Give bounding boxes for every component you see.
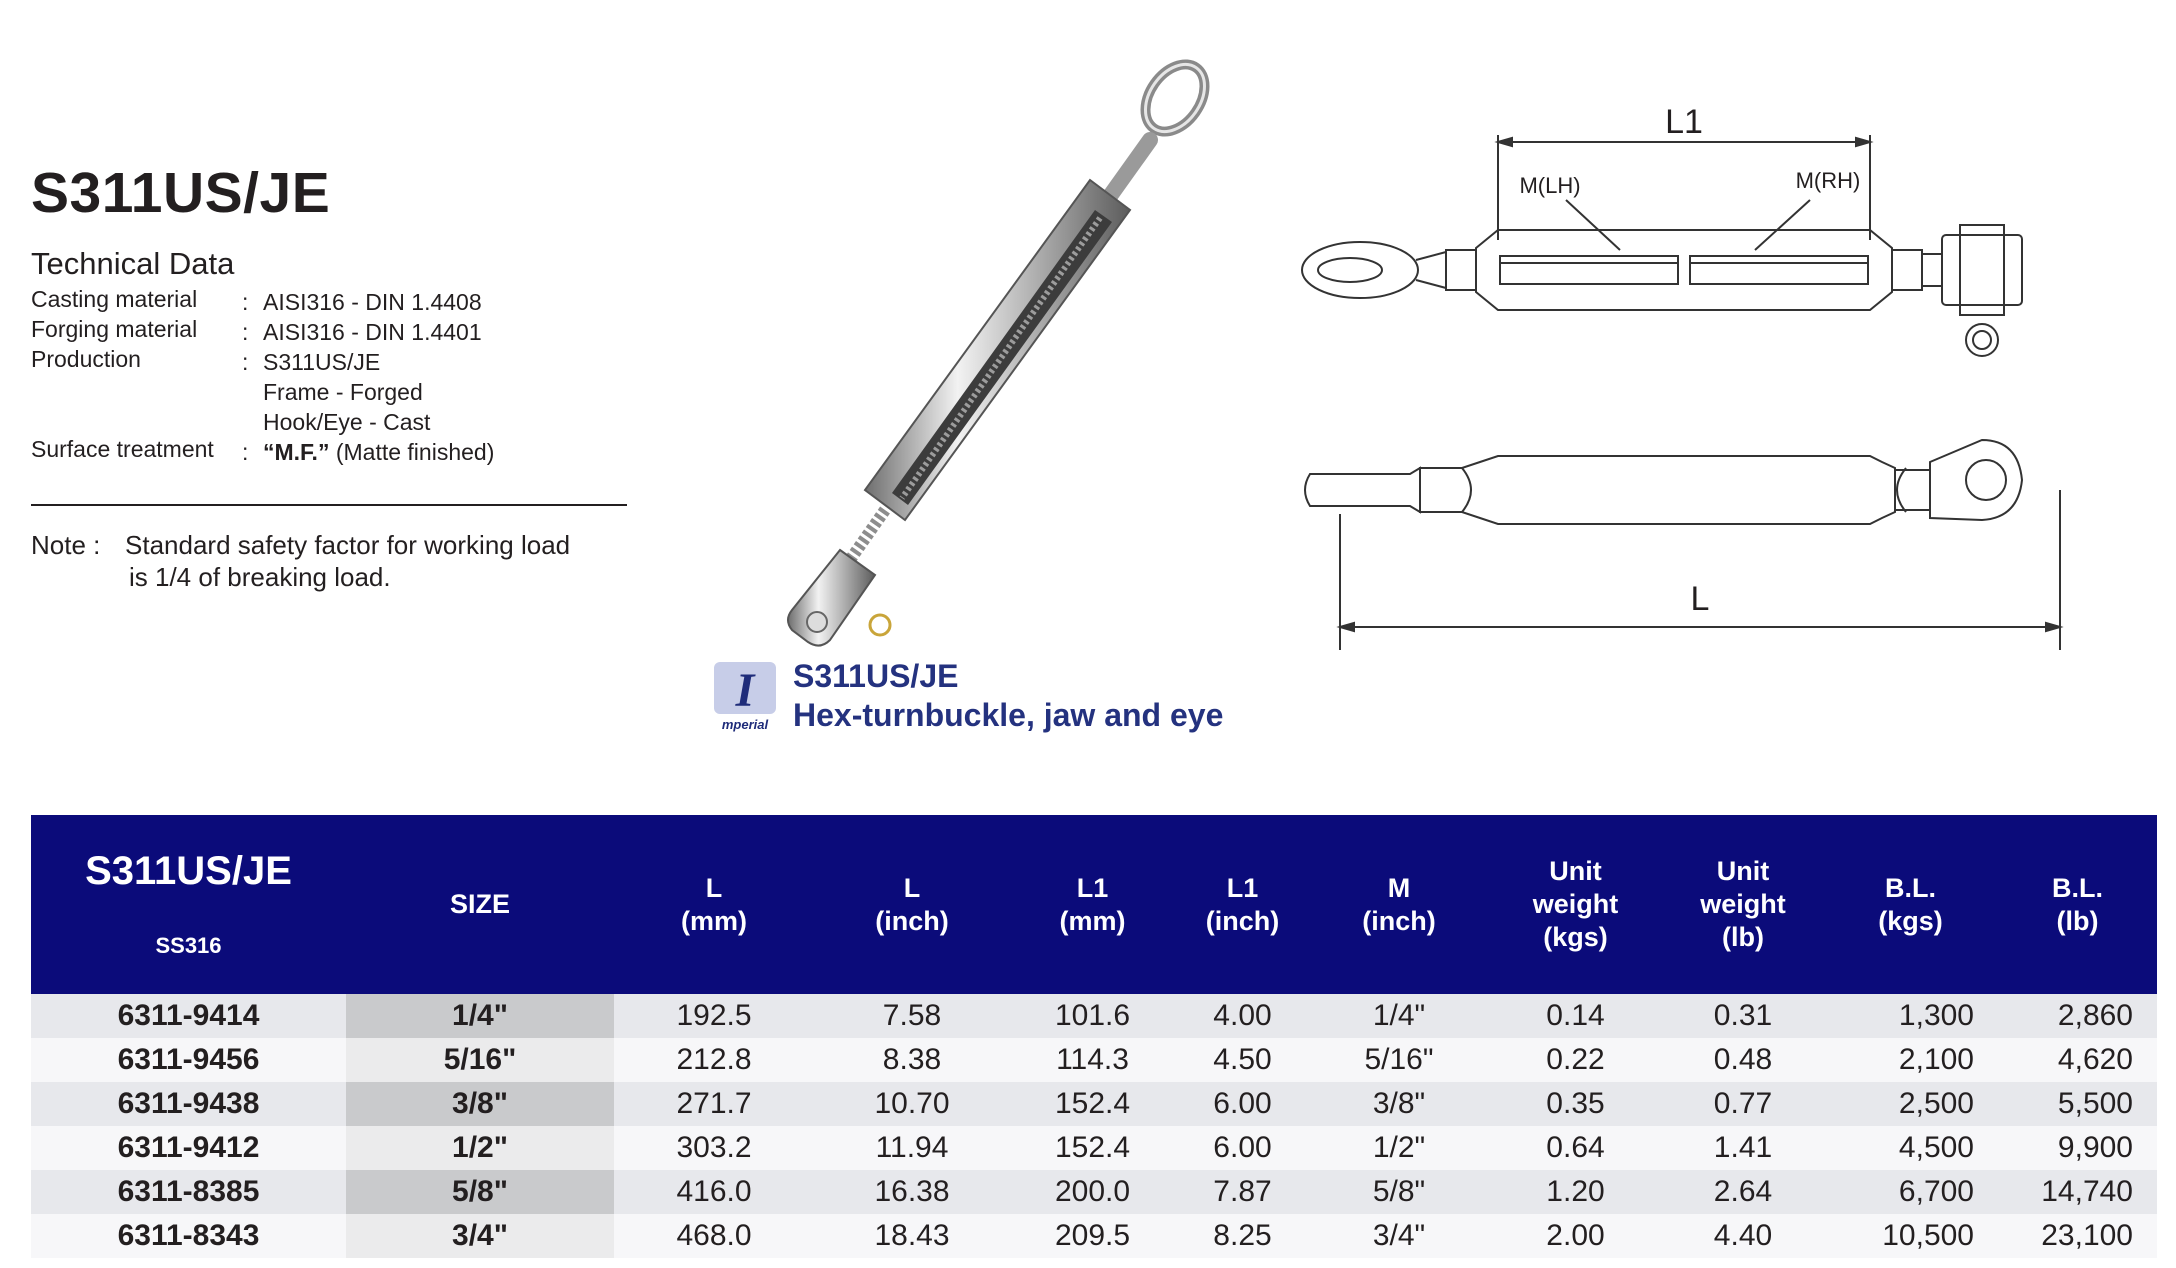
drawing-label-l: L: [1690, 580, 1710, 618]
cell-size: 5/16": [346, 1038, 614, 1082]
cell-m-inch: 5/8": [1310, 1170, 1488, 1214]
cell-l1-mm: 152.4: [1010, 1082, 1175, 1126]
header-l-inch: L (inch): [814, 815, 1010, 994]
spec-colon: :: [242, 319, 249, 345]
spec-label-forging: Forging material: [31, 316, 198, 342]
spec-value-production: S311US/JE: [263, 349, 381, 375]
cell-bl-lb: 5,500: [1998, 1082, 2157, 1126]
cell-bl-kgs: 10,500: [1823, 1214, 1998, 1258]
drawing-label-mrh: M(RH): [1795, 168, 1861, 193]
cell-l1-mm: 209.5: [1010, 1214, 1175, 1258]
top-view-jaw-shape: [1942, 235, 2022, 305]
table-row: [31, 994, 2157, 1038]
spec-value-casting: AISI316 - DIN 1.4408: [263, 289, 482, 315]
cell-l-inch: 8.38: [814, 1038, 1010, 1082]
cell-bl-lb: 4,620: [1998, 1038, 2157, 1082]
cell-l1-mm: 114.3: [1010, 1038, 1175, 1082]
product-title: S311US/JE: [31, 161, 331, 225]
cell-l1-mm: 152.4: [1010, 1126, 1175, 1170]
spec-label-casting: Casting material: [31, 286, 198, 312]
drawing-label-l1: L1: [1665, 103, 1703, 141]
top-view-eye-shape: [1302, 242, 1418, 298]
cell-l-inch: 7.58: [814, 994, 1010, 1038]
cell-bl-lb: 14,740: [1998, 1170, 2157, 1214]
header-material: SS316: [155, 933, 222, 958]
cell-l-mm: 416.0: [614, 1170, 814, 1214]
cell-weight-kgs: 0.22: [1488, 1038, 1663, 1082]
spec-value-surface-code: “M.F.”: [263, 439, 330, 465]
cell-weight-lb: 0.77: [1663, 1082, 1823, 1126]
cell-m-inch: 1/2": [1310, 1126, 1488, 1170]
cell-l-mm: 468.0: [614, 1214, 814, 1258]
header-m-inch: M (inch): [1310, 815, 1488, 994]
cell-bl-lb: 9,900: [1998, 1126, 2157, 1170]
cell-l-inch: 10.70: [814, 1082, 1010, 1126]
cell-l1-mm: 101.6: [1010, 994, 1175, 1038]
cell-weight-kgs: 0.35: [1488, 1082, 1663, 1126]
header-product-code: S311US/JE: [85, 849, 292, 893]
technical-data-heading: Technical Data: [31, 246, 235, 281]
header-bl-kgs: B.L. (kgs): [1823, 815, 1998, 994]
header-unit-weight-kgs: Unit weight (kgs): [1488, 815, 1663, 994]
cell-l1-mm: 200.0: [1010, 1170, 1175, 1214]
spec-colon: :: [242, 289, 249, 315]
header-product: [31, 815, 346, 994]
logo-letter: I: [735, 664, 755, 717]
header-size: SIZE: [346, 815, 614, 994]
drawing-label-mlh: M(LH): [1519, 173, 1581, 198]
side-view-body-shape: [1420, 456, 1895, 524]
cell-m-inch: 3/8": [1310, 1082, 1488, 1126]
cell-weight-kgs: 1.20: [1488, 1170, 1663, 1214]
cell-weight-kgs: 0.14: [1488, 994, 1663, 1038]
turnbuckle-photo: [680, 50, 1240, 650]
cell-m-inch: 5/16": [1310, 1038, 1488, 1082]
spec-value-frame: Frame - Forged: [263, 379, 423, 405]
header-bl-lb: B.L. (lb): [1998, 815, 2157, 994]
cell-l-mm: 303.2: [614, 1126, 814, 1170]
cell-l1-inch: 4.00: [1175, 994, 1310, 1038]
cell-weight-lb: 4.40: [1663, 1214, 1823, 1258]
cell-l1-inch: 6.00: [1175, 1082, 1310, 1126]
spec-value-hook-eye: Hook/Eye - Cast: [263, 409, 431, 435]
cell-l-mm: 271.7: [614, 1082, 814, 1126]
cell-weight-lb: 0.48: [1663, 1038, 1823, 1082]
cell-code: 6311-8343: [31, 1214, 346, 1258]
cell-l1-inch: 8.25: [1175, 1214, 1310, 1258]
spec-label-surface: Surface treatment: [31, 436, 214, 462]
spec-value-forging: AISI316 - DIN 1.4401: [263, 319, 482, 345]
cell-code: 6311-9412: [31, 1126, 346, 1170]
cell-code: 6311-9414: [31, 994, 346, 1038]
cell-size: 1/2": [346, 1126, 614, 1170]
cell-size: 5/8": [346, 1170, 614, 1214]
cell-l1-inch: 7.87: [1175, 1170, 1310, 1214]
cell-m-inch: 3/4": [1310, 1214, 1488, 1258]
cell-bl-lb: 2,860: [1998, 994, 2157, 1038]
spec-colon: :: [242, 439, 249, 465]
spec-value-surface: [263, 439, 494, 466]
spec-table: [31, 815, 2157, 1258]
jaw-end-shape: [788, 550, 875, 646]
cell-code: 6311-9456: [31, 1038, 346, 1082]
table-row: [31, 1214, 2157, 1258]
cell-l1-inch: 6.00: [1175, 1126, 1310, 1170]
cell-size: 3/8": [346, 1082, 614, 1126]
spec-label-production: Production: [31, 346, 141, 372]
table-header-row: [31, 815, 2157, 994]
note-label: Note :: [31, 530, 101, 560]
cell-bl-kgs: 4,500: [1823, 1126, 1998, 1170]
table-row: [31, 1038, 2157, 1082]
cell-l-mm: 212.8: [614, 1038, 814, 1082]
spec-value-surface-text: (Matte finished): [329, 439, 495, 465]
cell-code: 6311-9438: [31, 1082, 346, 1126]
cell-l-inch: 16.38: [814, 1170, 1010, 1214]
side-view-jaw-shape: [1930, 440, 2022, 520]
spec-colon: :: [242, 349, 249, 375]
cell-weight-lb: 2.64: [1663, 1170, 1823, 1214]
logo-wordmark: mperial: [721, 717, 769, 732]
top-view-body-shape: [1476, 230, 1892, 310]
cell-bl-kgs: 6,700: [1823, 1170, 1998, 1214]
caption-product-code: S311US/JE: [793, 658, 959, 694]
cell-l-mm: 192.5: [614, 994, 814, 1038]
header-l-mm: L (mm): [614, 815, 814, 994]
note-text-line1: Standard safety factor for working load: [125, 530, 571, 560]
cell-m-inch: 1/4": [1310, 994, 1488, 1038]
cell-l-inch: 18.43: [814, 1214, 1010, 1258]
header-unit-weight-lb: Unit weight (lb): [1663, 815, 1823, 994]
cell-weight-kgs: 2.00: [1488, 1214, 1663, 1258]
caption-product-name: Hex-turnbuckle, jaw and eye: [793, 697, 1224, 733]
cell-weight-lb: 0.31: [1663, 994, 1823, 1038]
cell-l1-inch: 4.50: [1175, 1038, 1310, 1082]
table-row: [31, 1082, 2157, 1126]
technical-drawing: [1270, 90, 2130, 650]
cell-l-inch: 11.94: [814, 1126, 1010, 1170]
header-l1-mm: L1 (mm): [1010, 815, 1175, 994]
cell-code: 6311-8385: [31, 1170, 346, 1214]
table-row: [31, 1170, 2157, 1214]
cell-weight-lb: 1.41: [1663, 1126, 1823, 1170]
note-text-line2: is 1/4 of breaking load.: [129, 562, 391, 592]
table-row: [31, 1126, 2157, 1170]
section-divider: [31, 504, 627, 506]
cell-weight-kgs: 0.64: [1488, 1126, 1663, 1170]
cell-size: 3/4": [346, 1214, 614, 1258]
cell-bl-kgs: 1,300: [1823, 994, 1998, 1038]
cell-bl-kgs: 2,500: [1823, 1082, 1998, 1126]
side-view-eye-shape: [1305, 468, 1420, 512]
imperial-logo: [714, 662, 776, 732]
header-l1-inch: L1 (inch): [1175, 815, 1310, 994]
cell-size: 1/4": [346, 994, 614, 1038]
cell-bl-lb: 23,100: [1998, 1214, 2157, 1258]
cell-bl-kgs: 2,100: [1823, 1038, 1998, 1082]
